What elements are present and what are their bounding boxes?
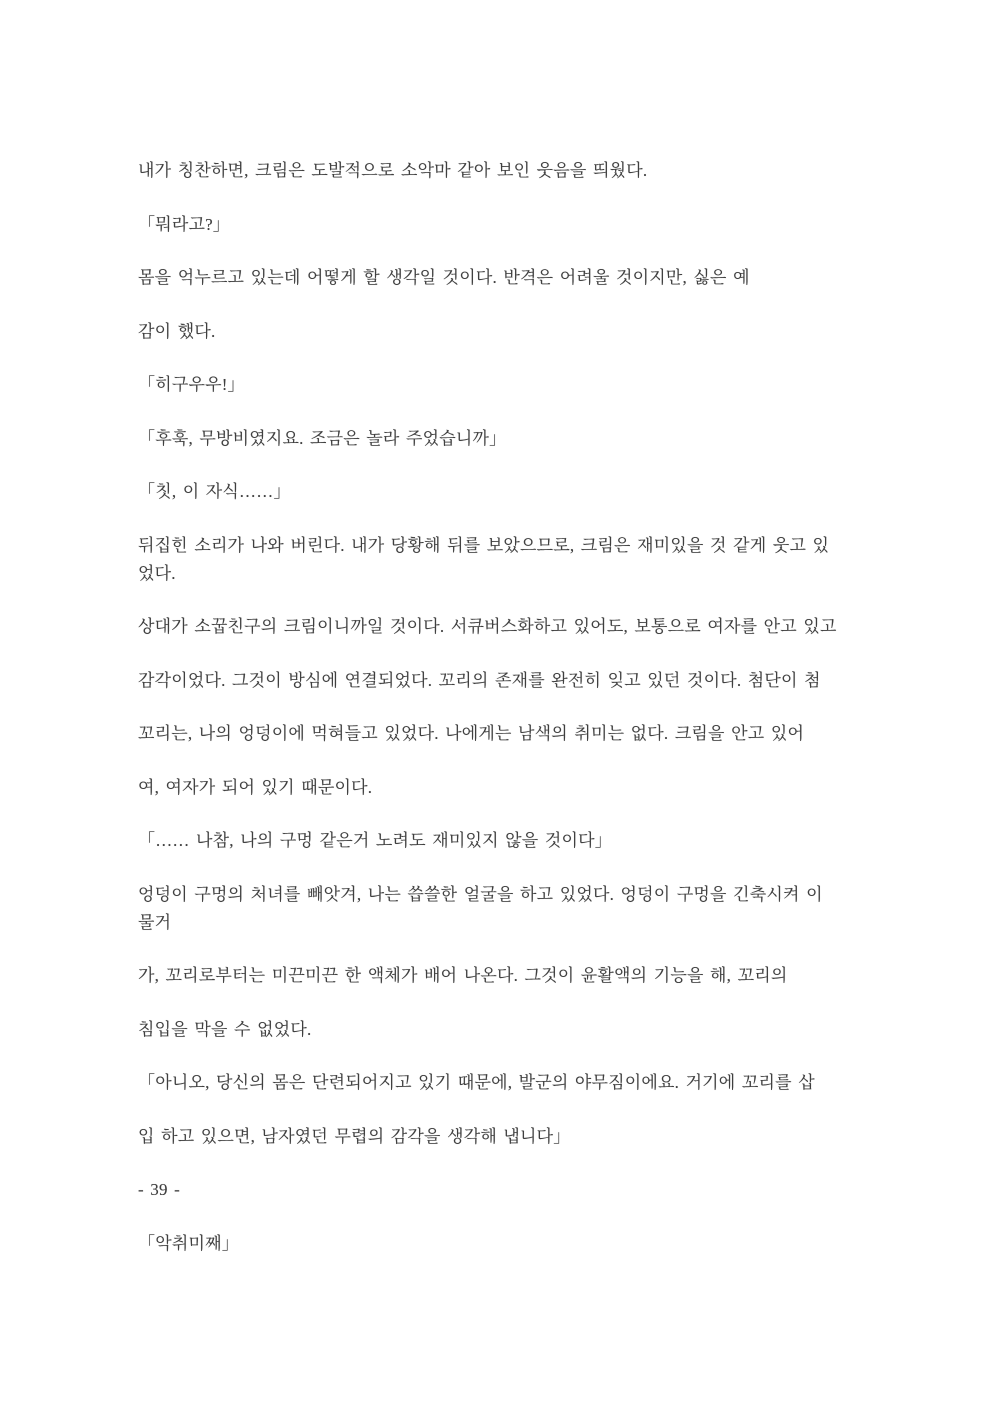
text-line: 꼬리는, 나의 엉덩이에 먹혀들고 있었다. 나에게는 남색의 취미는 없다. 크림을 안고 있어	[138, 724, 805, 743]
narrative-paragraph	[138, 774, 892, 802]
dialogue-paragraph	[138, 1230, 892, 1258]
text-line: 뒤집힌 소리가 나와 버린다. 내가 당황해 뒤를 보았으므로, 크림은 재미있을 것 같게 웃고 있	[138, 535, 830, 555]
narrative-paragraph	[138, 667, 892, 695]
text-line: 「뭐라고?」	[138, 214, 231, 234]
text-line: 「…… 나참, 나의 구멍 같은거 노려도 재미있지 않을 것이다」	[138, 831, 612, 850]
text-line: - 39 -	[138, 1180, 181, 1199]
dialogue-paragraph	[138, 425, 892, 453]
text-line: 여, 여자가 되어 있기 때문이다.	[138, 777, 373, 797]
text-line: 상대가 소꿉친구의 크림이니까일 것이다. 서큐버스화하고 있어도, 보통으로 여자를 안고 있고	[138, 617, 837, 636]
text-line: 었다.	[138, 563, 176, 583]
text-line: 「악취미째」	[138, 1233, 239, 1253]
text-line: 「아니오, 당신의 몸은 단련되어지고 있기 때문에, 발군의 야무짐이에요. 거기에 꼬리를 삽	[138, 1073, 815, 1092]
narrative-paragraph	[138, 1123, 892, 1151]
narrative-paragraph	[138, 613, 892, 641]
narrative-paragraph	[138, 962, 892, 990]
narrative-paragraph	[138, 532, 892, 588]
dialogue-paragraph	[138, 827, 892, 855]
text-line: 감각이었다. 그것이 방심에 연결되었다. 꼬리의 존재를 완전히 잊고 있던 것이다. 첨단이 첨	[138, 670, 821, 690]
text-line: 엉덩이 구멍의 처녀를 빼앗겨, 나는 씁쓸한 얼굴을 하고 있었다. 엉덩이 구멍을 긴축시켜 이	[138, 884, 823, 904]
dialogue-paragraph	[138, 478, 892, 506]
text-line: 침입을 막을 수 없었다.	[138, 1019, 312, 1039]
text-line: 몸을 억누르고 있는데 어떻게 할 생각일 것이다. 반격은 어려울 것이지만, 싫은 예	[138, 268, 750, 287]
text-line: 감이 했다.	[138, 321, 216, 341]
text-line: 입 하고 있으면, 남자였던 무렵의 감각을 생각해 냅니다」	[138, 1126, 571, 1146]
text-line: 「히구우우!」	[138, 375, 245, 394]
text-line: 「후훅, 무방비였지요. 조금은 놀라 주었습니까」	[138, 428, 507, 448]
narrative-paragraph	[138, 720, 892, 748]
text-line: 물거	[138, 912, 172, 932]
dialogue-paragraph	[138, 211, 892, 239]
text-line: 내가 칭찬하면, 크림은 도발적으로 소악마 같아 보인 웃음을 띄웠다.	[138, 161, 648, 180]
page-number	[138, 1176, 892, 1204]
narrative-paragraph	[138, 264, 892, 292]
text-line: 가, 꼬리로부터는 미끈미끈 한 액체가 배어 나온다. 그것이 윤활액의 기능을 해, 꼬리의	[138, 966, 788, 985]
narrative-paragraph	[138, 318, 892, 346]
dialogue-paragraph	[138, 1069, 892, 1097]
narrative-paragraph	[138, 881, 892, 937]
text-line: 「칫, 이 자식……」	[138, 482, 291, 501]
dialogue-paragraph	[138, 371, 892, 399]
narrative-paragraph	[138, 157, 892, 185]
narrative-paragraph	[138, 1016, 892, 1044]
